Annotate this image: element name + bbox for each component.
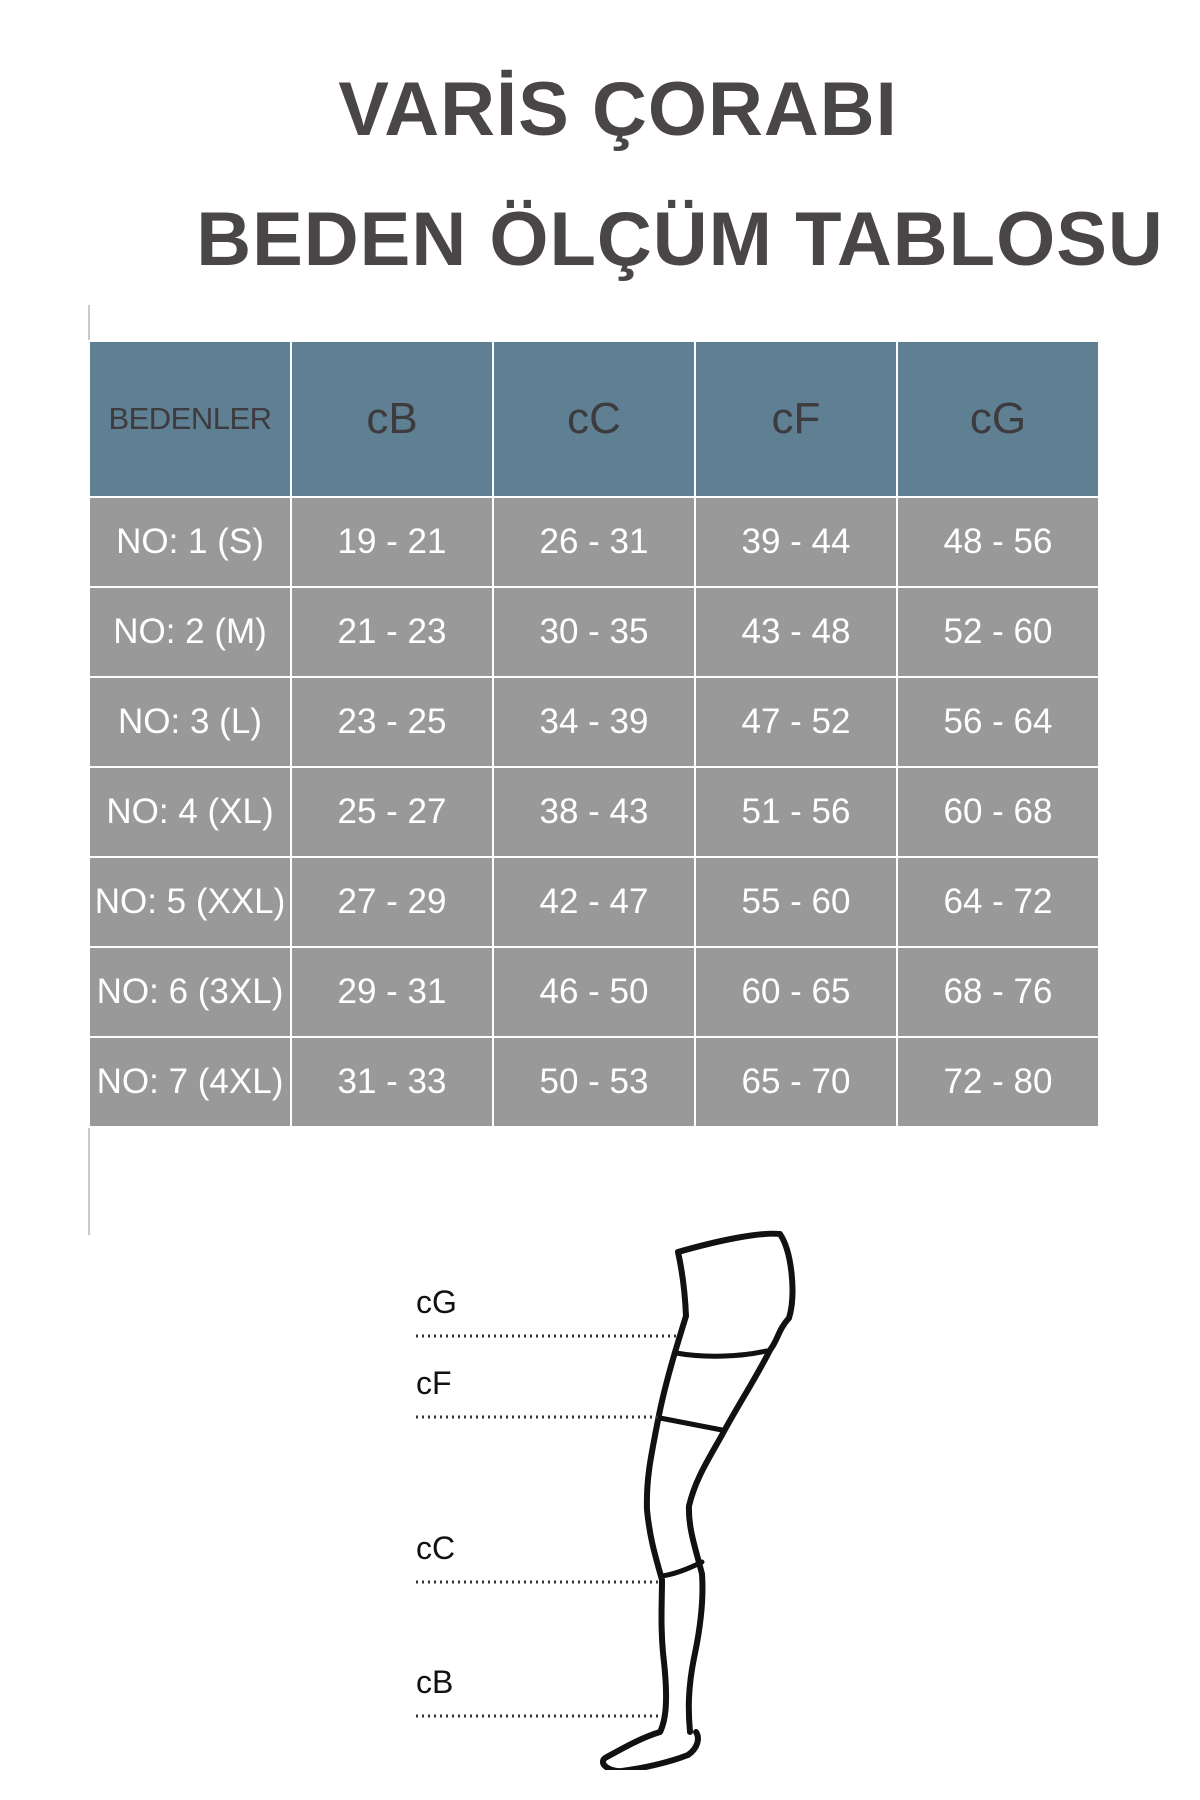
table-row xyxy=(89,677,1099,767)
table-cell: 34 - 39 xyxy=(493,677,695,767)
header-cf: cF xyxy=(695,341,897,497)
band-cf xyxy=(660,1418,722,1430)
label-cb: cB xyxy=(416,1664,454,1700)
header-cc: cC xyxy=(493,341,695,497)
leg-back-outline xyxy=(603,1316,698,1770)
band-cg xyxy=(676,1351,766,1356)
table-cell: 60 - 65 xyxy=(695,947,897,1037)
table-cell: 42 - 47 xyxy=(493,857,695,947)
header-cb: cB xyxy=(291,341,493,497)
table-row xyxy=(89,857,1099,947)
table-cell: 29 - 31 xyxy=(291,947,493,1037)
size-label: NO: 3 (L) xyxy=(89,677,291,767)
size-label: NO: 7 (4XL) xyxy=(89,1037,291,1127)
size-chart-table xyxy=(88,340,1100,1128)
leg-top-outline xyxy=(678,1234,792,1350)
header-cg: cG xyxy=(897,341,1099,497)
table-row xyxy=(89,767,1099,857)
table-cell: 31 - 33 xyxy=(291,1037,493,1127)
table-cell: 68 - 76 xyxy=(897,947,1099,1037)
table-cell: 55 - 60 xyxy=(695,857,897,947)
table-cell: 38 - 43 xyxy=(493,767,695,857)
table-cell: 43 - 48 xyxy=(695,587,897,677)
size-label: NO: 6 (3XL) xyxy=(89,947,291,1037)
band-cc xyxy=(662,1562,702,1576)
label-cf: cF xyxy=(416,1365,452,1401)
table-cell: 27 - 29 xyxy=(291,857,493,947)
title-line-2: BEDEN ÖLÇÜM TABLOSU xyxy=(196,197,1164,282)
table-cell: 23 - 25 xyxy=(291,677,493,767)
size-label: NO: 4 (XL) xyxy=(89,767,291,857)
table-cell: 47 - 52 xyxy=(695,677,897,767)
table-header-row xyxy=(89,341,1099,497)
table-cell: 56 - 64 xyxy=(897,677,1099,767)
table-row xyxy=(89,497,1099,587)
size-label: NO: 1 (S) xyxy=(89,497,291,587)
label-cc: cC xyxy=(416,1530,456,1566)
title-line-1: VARİS ÇORABI xyxy=(338,67,898,152)
table-row xyxy=(89,1037,1099,1127)
leg-outline-icon xyxy=(400,1210,800,1770)
leg-top-left-edge xyxy=(678,1252,686,1316)
table-cell: 30 - 35 xyxy=(493,587,695,677)
leg-front-outline xyxy=(689,1350,770,1732)
table-cell: 52 - 60 xyxy=(897,587,1099,677)
size-label: NO: 5 (XXL) xyxy=(89,857,291,947)
label-cg: cG xyxy=(416,1284,457,1320)
table-cell: 19 - 21 xyxy=(291,497,493,587)
table-cell: 26 - 31 xyxy=(493,497,695,587)
table-cell: 46 - 50 xyxy=(493,947,695,1037)
table-cell: 60 - 68 xyxy=(897,767,1099,857)
table-cell: 65 - 70 xyxy=(695,1037,897,1127)
table-cell: 64 - 72 xyxy=(897,857,1099,947)
table-cell: 25 - 27 xyxy=(291,767,493,857)
table-cell: 48 - 56 xyxy=(897,497,1099,587)
table-cell: 21 - 23 xyxy=(291,587,493,677)
table-cell: 39 - 44 xyxy=(695,497,897,587)
table-row xyxy=(89,947,1099,1037)
leg-measurement-diagram xyxy=(400,1210,800,1770)
header-sizes: BEDENLER xyxy=(89,341,291,497)
table-cell: 50 - 53 xyxy=(493,1037,695,1127)
table-row xyxy=(89,587,1099,677)
size-label: NO: 2 (M) xyxy=(89,587,291,677)
table-cell: 72 - 80 xyxy=(897,1037,1099,1127)
table-cell: 51 - 56 xyxy=(695,767,897,857)
